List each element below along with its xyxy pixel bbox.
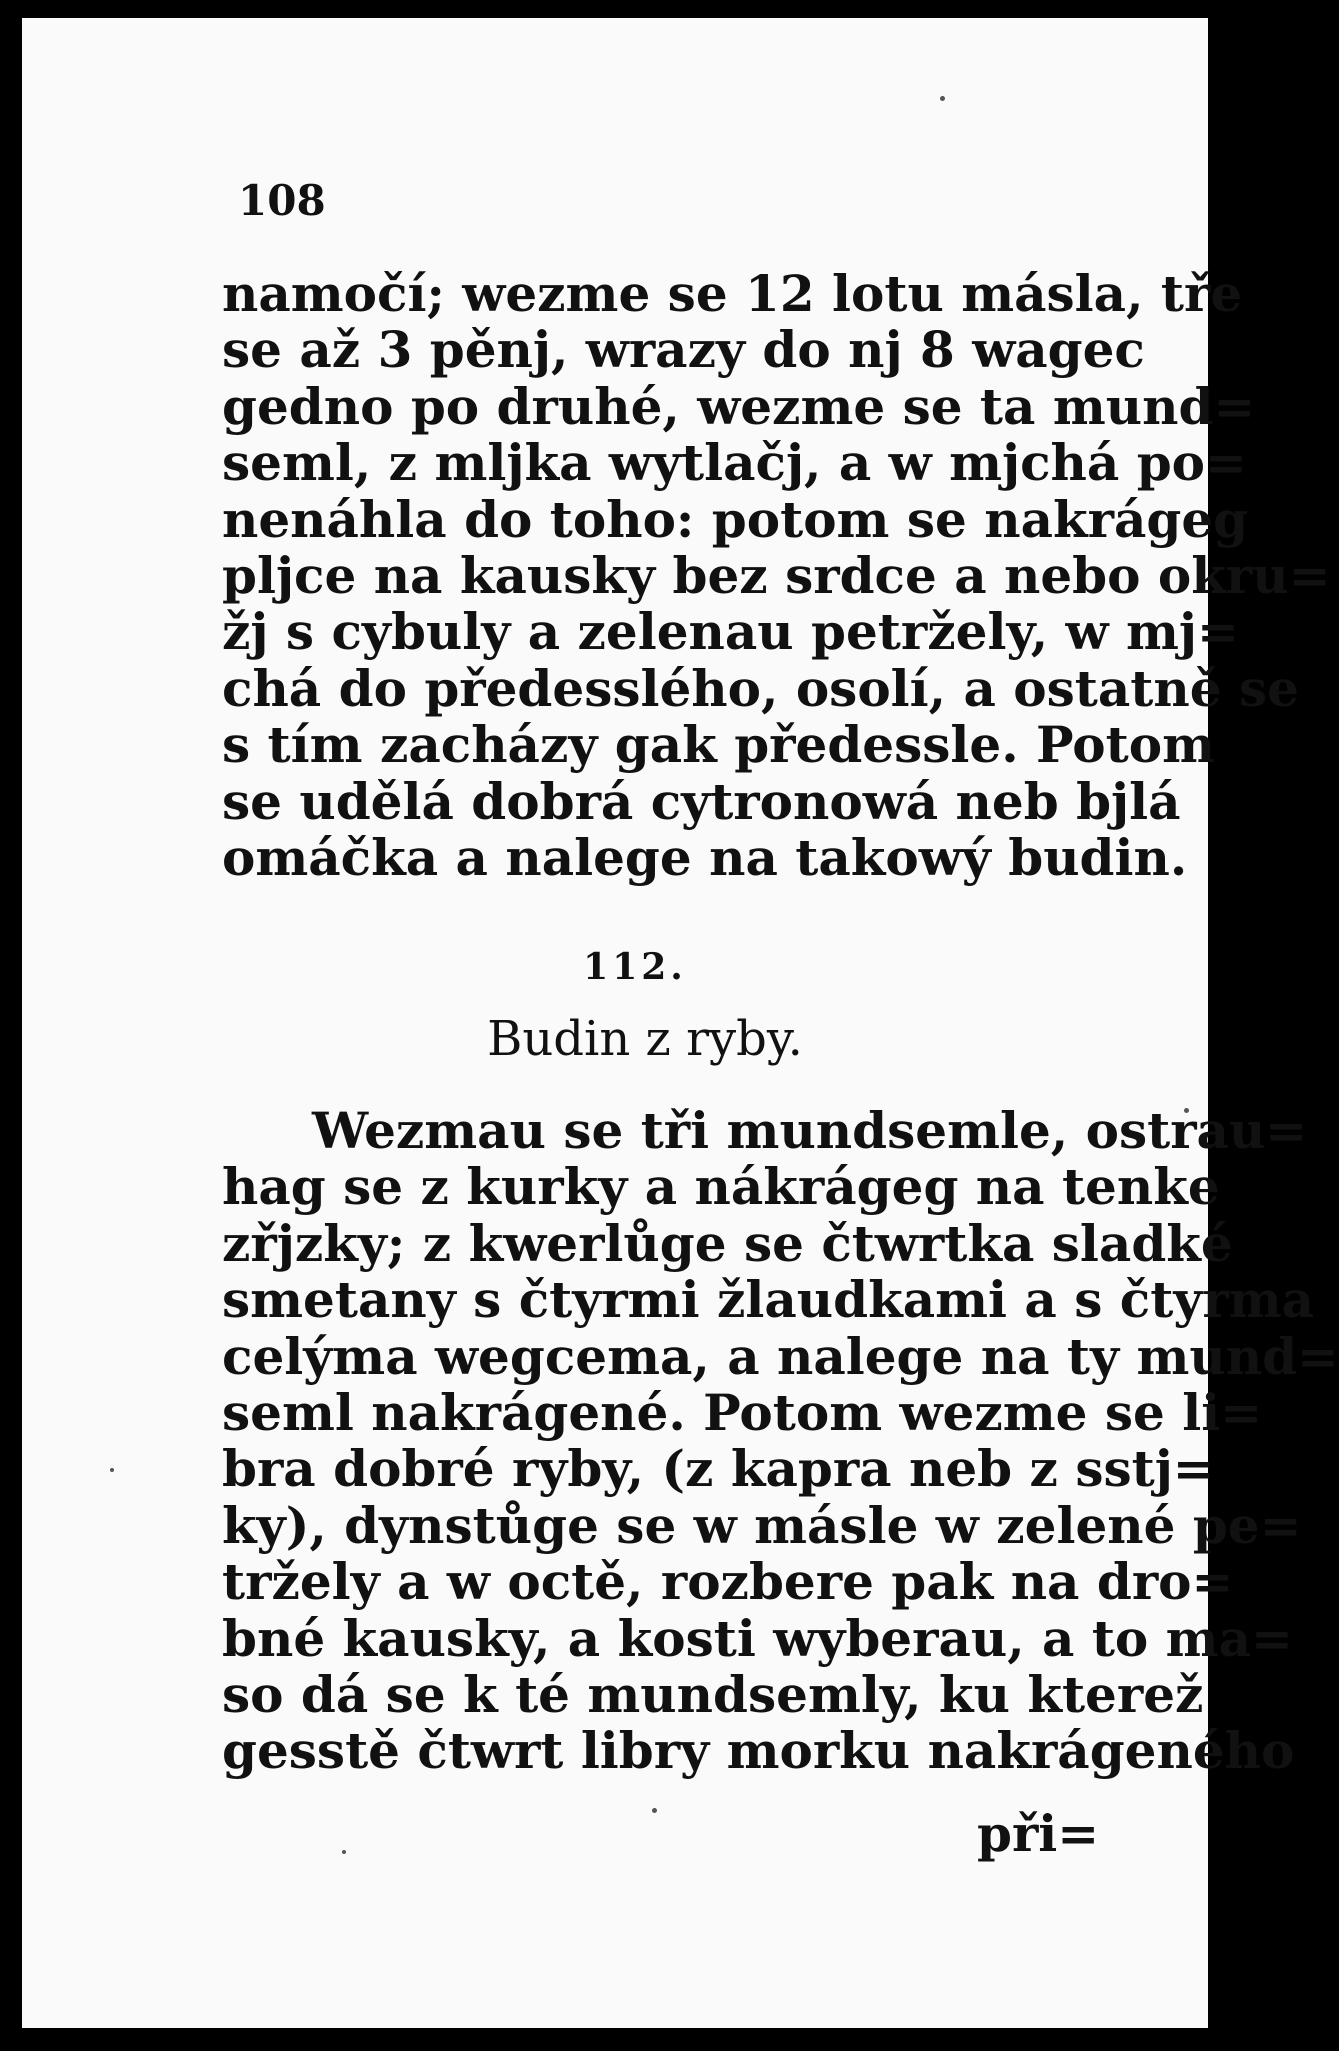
text-line: Wezmau se tři mundsemle, ostrau= xyxy=(312,1101,1308,1160)
ink-speck xyxy=(652,1808,657,1813)
text-line: hag se z kurky a nákrágeg na tenke xyxy=(222,1157,1220,1217)
text-line: nenáhla do toho: potom se nakrágeg xyxy=(222,489,1249,549)
text-line: žj s cybuly a zelenau petržely, w mj= xyxy=(222,602,1239,662)
text-line: ky), dynstůge se w másle w zelené pe= xyxy=(222,1495,1302,1555)
text-line: gedno po druhé, wezme se ta mund= xyxy=(222,376,1256,436)
recipe-text xyxy=(222,1101,1339,1781)
text-line: chá do předesslého, osolí, a ostatně se xyxy=(222,658,1299,718)
ink-speck xyxy=(342,1850,346,1854)
recipe-title: Budin z ryby. xyxy=(487,1011,803,1067)
ink-speck xyxy=(110,1468,114,1472)
page-number: 108 xyxy=(238,176,326,225)
text-line: gesstě čtwrt libry morku nakrágeného xyxy=(222,1721,1295,1781)
ink-speck xyxy=(940,96,945,101)
text-line: se až 3 pěnj, wrazy do nj 8 wagec xyxy=(222,320,1145,380)
text-line: tržely a w octě, rozbere pak na dro= xyxy=(222,1552,1234,1612)
text-line: so dá se k té mundsemly, ku kterež xyxy=(222,1665,1204,1725)
text-line: namočí; wezme se 12 lotu másla, tře xyxy=(222,264,1243,323)
book-page xyxy=(22,18,1339,2028)
text-line: omáčka a nalege na takowý budin. xyxy=(222,828,1188,888)
text-line: zřjzky; z kwerlůge se čtwrtka sladké xyxy=(222,1213,1233,1273)
text-line: celýma wegcema, a nalege na ty mund= xyxy=(222,1326,1339,1386)
text-line: bra dobré ryby, (z kapra neb z sstj= xyxy=(222,1439,1215,1499)
text-line: s tím zacházy gak předessle. Potom xyxy=(222,715,1215,775)
text-line: smetany s čtyrmi žlaudkami a s čtyrma xyxy=(222,1270,1315,1330)
recipe-text-continued xyxy=(222,264,1331,888)
text-line: se udělá dobrá cytronowá neb bjlá xyxy=(222,771,1181,831)
text-line: seml, z mljka wytlačj, a w mjchá po= xyxy=(222,433,1247,493)
text-line: seml nakrágené. Potom wezme se li= xyxy=(222,1383,1263,1443)
text-line: pljce na kausky bez srdce a nebo okru= xyxy=(222,546,1331,606)
catchword: při= xyxy=(977,1804,1100,1863)
text-line: bné kausky, a kosti wyberau, a to ma= xyxy=(222,1608,1293,1668)
recipe-number: 112. xyxy=(583,946,687,988)
